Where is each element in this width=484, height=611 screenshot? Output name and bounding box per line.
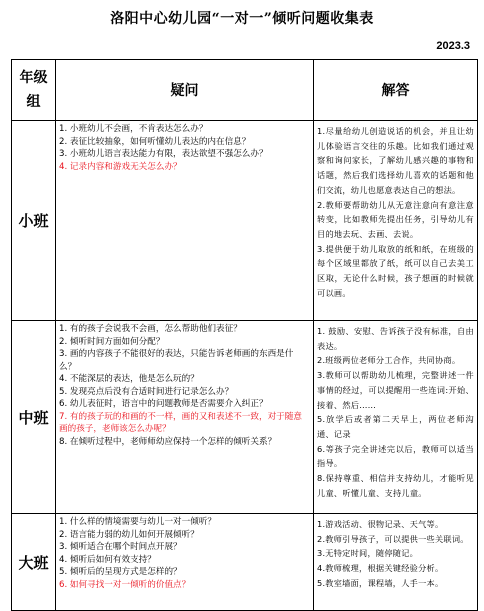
question-item: 5. 倾听后的呈现方式是怎样的？ <box>59 567 182 577</box>
answer-item: 3.教师可以帮助幼儿梳理，完整讲述一件事情的经过，可以提醒用一些连词:开始、接着、然后…… <box>317 370 474 410</box>
question-cell <box>56 321 314 514</box>
question-item: 3. 倾听适合在哪个时间点开展？ <box>59 542 182 552</box>
answer-item: 1. 鼓励、安慰、告诉孩子没有标准，自由表达。 <box>317 326 474 351</box>
table-row-middle-class <box>12 321 478 514</box>
answer-item: 1.游戏活动、很物记录、天气等。 <box>317 519 444 529</box>
question-item: 3. 小班幼儿语言表达能力有限，表达欲望不强怎么办？ <box>59 149 268 159</box>
question-item-highlighted: 7. 有的孩子玩的和画的不一样，画的又和表述不一致，对于随意画的孩子，老师该怎么办呢？ <box>59 411 302 434</box>
grade-cell: 中班 <box>12 321 56 514</box>
table-header-row <box>12 60 478 121</box>
question-cell <box>56 514 314 611</box>
answer-item: 1.尽量给幼儿创造说话的机会，并且让幼儿体验语言交往的乐趣。比如我们通过观察和询问家长，了解幼儿感兴趣的事物和话题，然后我们选择幼儿喜欢的话题和他们交流，幼儿也愿意表达自己的想法。 <box>317 126 474 195</box>
question-item-highlighted: 4. 记录内容和游戏无关怎么办？ <box>59 161 182 172</box>
answer-item: 5.放学后或者第二天早上，两位老师沟通、记录 <box>317 414 474 439</box>
table-row-large-class <box>12 514 478 611</box>
answer-item: 3.无特定时间，随停随记。 <box>317 548 419 559</box>
question-item: 8. 在倾听过程中，老师师幼应保持一个怎样的倾听关系？ <box>59 436 277 447</box>
question-item: 2. 语言能力弱的幼儿如何开展倾听？ <box>59 529 199 540</box>
question-item: 4. 不能深层的表达，他是怎么玩的？ <box>59 374 199 384</box>
question-item: 2. 倾听时间方面如何分配？ <box>59 336 165 347</box>
question-collection-table <box>11 59 478 611</box>
grade-cell: 大班 <box>12 514 56 611</box>
question-cell <box>56 121 314 321</box>
answer-cell <box>314 121 478 321</box>
question-item: 3. 画的内容孩子不能很好的表达，只能告诉老师画的东西是什么？ <box>59 349 294 372</box>
answer-cell <box>314 514 478 611</box>
question-item: 1. 小班幼儿不会画，不肯表达怎么办？ <box>59 124 208 134</box>
header-answer: 解答 <box>314 60 478 121</box>
question-item: 4. 倾听后如何有效支持？ <box>59 554 156 565</box>
document-date: 2023.3 <box>436 40 470 52</box>
answer-item: 3.提供便于幼儿取放的纸和纸，在班级的每个区域里都放了纸，纸可以自己去美工区取，无论什么时候，孩子想画的时候就可以画。 <box>317 243 474 298</box>
question-item: 5. 发现亮点后没有合适时间进行记录怎么办？ <box>59 386 234 397</box>
header-question: 疑问 <box>56 60 314 121</box>
answer-item: 2.教师引导孩子，可以提供一些关联词。 <box>317 533 469 544</box>
question-item: 6. 幼儿表征时，语言中的问题教师是否需要介入纠正？ <box>59 399 268 409</box>
table-row-small-class <box>12 121 478 321</box>
question-item: 1. 什么样的情境需要与幼儿一对一倾听？ <box>59 517 217 527</box>
question-item: 1. 有的孩子会说我不会画，怎么帮助他们表征？ <box>59 324 242 334</box>
answer-item: 8.保持尊重、相信并支持幼儿，才能听见儿童、听懂儿童、支持儿童。 <box>317 473 474 498</box>
header-grade: 年级组 <box>12 60 56 121</box>
answer-item: 6.等孩子完全讲述完以后，教师可以适当指导。 <box>317 443 474 469</box>
question-item: 2. 表征比较抽象，如何听懂幼儿表达的内在信息？ <box>59 136 251 147</box>
answer-item: 5.教室墙面，课程墙，人手一本。 <box>317 577 444 588</box>
answer-item: 2.教师要帮助幼儿从无意注意向有意注意转变，比如教师先提出任务，引导幼儿有目的地去玩、去画、去说。 <box>317 199 474 239</box>
page-title: 洛阳中心幼儿园“一对一”倾听问题收集表 <box>110 11 374 27</box>
answer-item: 4.教师梳理，根据关键经验分析。 <box>317 563 444 574</box>
answer-item: 2.班级两位老师分工合作，共同协商。 <box>317 355 461 366</box>
grade-cell: 小班 <box>12 121 56 321</box>
question-item-highlighted: 6. 如何寻找一对一倾听的价值点？ <box>59 579 191 590</box>
answer-cell <box>314 321 478 514</box>
